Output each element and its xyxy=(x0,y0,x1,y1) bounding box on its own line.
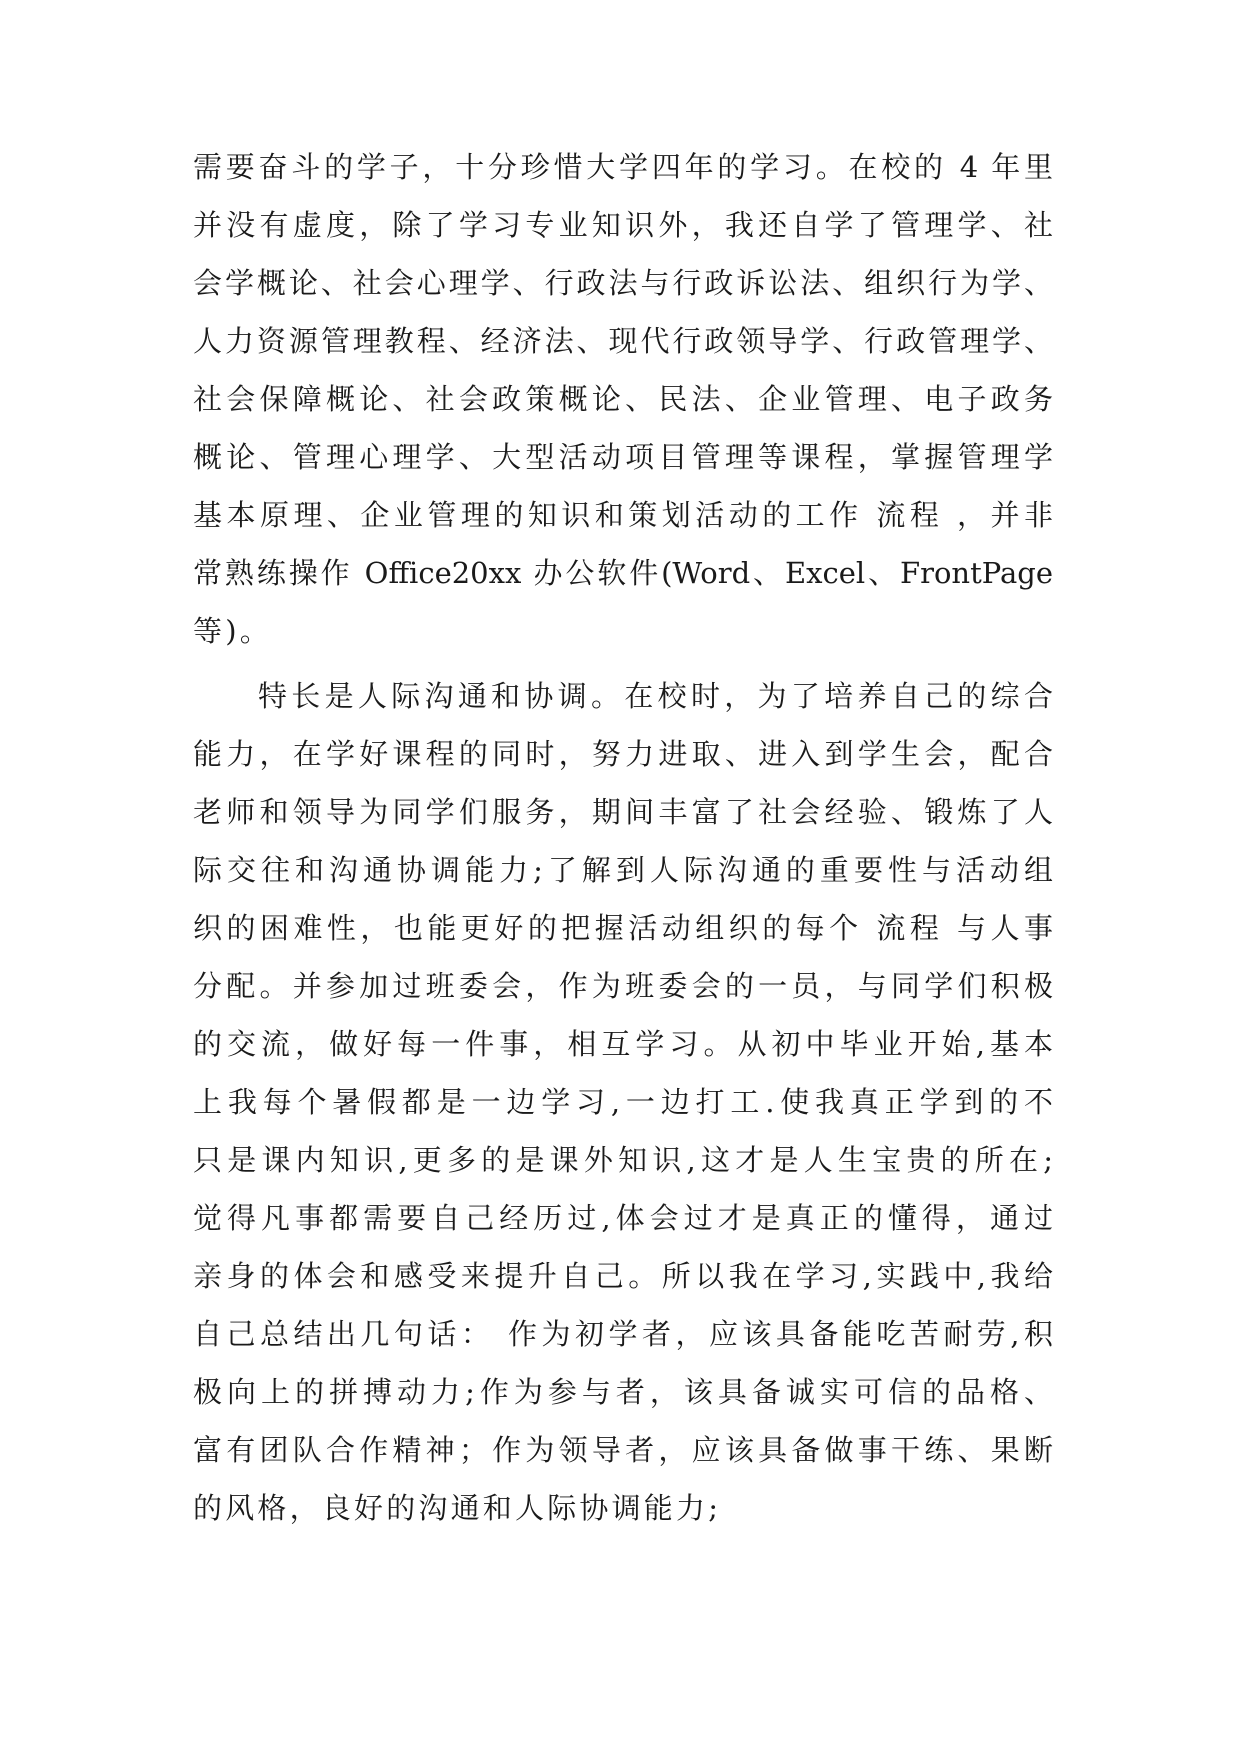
text-line: 的风格，良好的沟通和人际协调能力; xyxy=(193,1491,722,1525)
text-line: 分配。并参加过班委会，作为班委会的一员，与同学们积极 xyxy=(193,969,1053,1003)
text-line: 只是课内知识,更多的是课外知识,这才是人生宝贵的所在; xyxy=(193,1143,1053,1177)
text-line: 能力，在学好课程的同时，努力进取、进入到学生会，配合 xyxy=(193,737,1053,771)
paragraph-first-line: 特长是人际沟通和协调。在校时，为了培养自己的综合 xyxy=(258,679,1053,713)
text-line: 自己总结出几句话： 作为初学者，应该具备能吃苦耐劳,积 xyxy=(193,1317,1053,1351)
text-line: 的交流，做好每一件事，相互学习。从初中毕业开始,基本 xyxy=(193,1027,1053,1061)
text-line: 社会保障概论、社会政策概论、民法、企业管理、电子政务 xyxy=(193,382,1053,416)
text-line: 觉得凡事都需要自己经历过,体会过才是真正的懂得，通过 xyxy=(193,1201,1053,1235)
text-line: 极向上的拼搏动力;作为参与者，该具备诚实可信的品格、 xyxy=(193,1375,1053,1409)
text-line: 富有团队合作精神；作为领导者，应该具备做事干练、果断 xyxy=(193,1433,1053,1467)
text-line: 织的困难性，也能更好的把握活动组织的每个 流程 与人事 xyxy=(193,911,1053,945)
text-line: 并没有虚度，除了学习专业知识外，我还自学了管理学、社 xyxy=(193,208,1053,242)
text-line: 等)。 xyxy=(193,614,272,648)
text-line: 亲身的体会和感受来提升自己。所以我在学习,实践中,我给 xyxy=(193,1259,1053,1293)
text-line: 际交往和沟通协调能力;了解到人际沟通的重要性与活动组 xyxy=(193,853,1053,887)
text-line: 会学概论、社会心理学、行政法与行政诉讼法、组织行为学、 xyxy=(193,266,1053,300)
text-line: 老师和领导为同学们服务，期间丰富了社会经验、锻炼了人 xyxy=(193,795,1053,829)
text-line: 基本原理、企业管理的知识和策划活动的工作 流程 ，并非 xyxy=(193,498,1053,532)
text-line: 上我每个暑假都是一边学习,一边打工.使我真正学到的不 xyxy=(193,1085,1053,1119)
text-line: 人力资源管理教程、经济法、现代行政领导学、行政管理学、 xyxy=(193,324,1053,358)
text-line: 需要奋斗的学子，十分珍惜大学四年的学习。在校的 4 年里 xyxy=(193,150,1053,184)
text-line: 常熟练操作 Office20xx 办公软件(Word、Excel、FrontPage xyxy=(193,556,1053,590)
text-line: 概论、管理心理学、大型活动项目管理等课程，掌握管理学 xyxy=(193,440,1053,474)
